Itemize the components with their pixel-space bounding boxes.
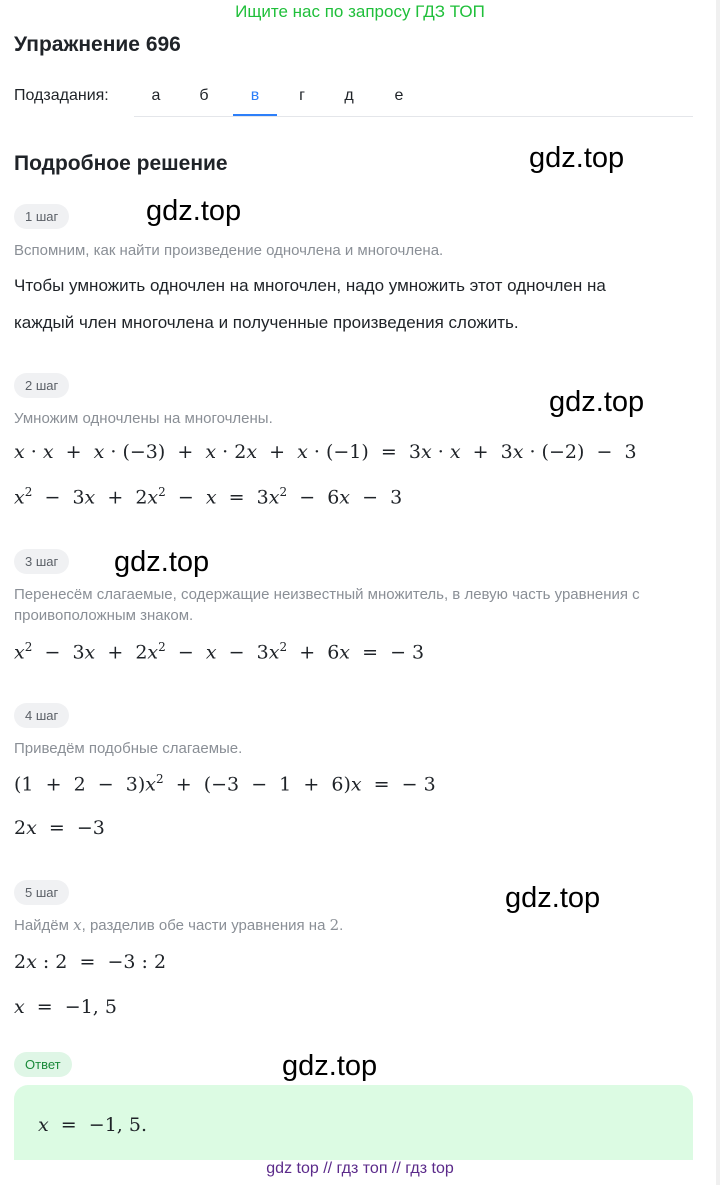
tab-d[interactable]: д <box>344 87 354 104</box>
watermark: gdz.top <box>505 882 601 914</box>
tab-a[interactable]: а <box>151 87 161 104</box>
subtasks-label: Подзадания: <box>14 87 109 104</box>
tab-g[interactable]: г <box>299 87 305 104</box>
hint-variable: x <box>73 916 82 934</box>
step-badge: 2 шаг <box>14 373 69 398</box>
watermark: gdz.top <box>114 546 210 578</box>
watermark: gdz.top <box>146 195 242 227</box>
hint-number: 2 <box>329 916 340 934</box>
answer-badge: Ответ <box>14 1052 72 1077</box>
equation: 2x = −3 <box>14 817 105 839</box>
equation: $x^2 - 3x + 2x^2 - x = 3x^2 - 6x - 3$ <box>14 485 403 509</box>
step-badge: 3 шаг <box>14 549 69 574</box>
watermark: gdz.top <box>529 142 625 174</box>
search-banner: Ищите нас по запросу ГДЗ ТОП <box>235 2 485 21</box>
hint-text: Найдём <box>14 917 74 934</box>
tab-e[interactable]: е <box>394 87 404 104</box>
step-hint: Приведём подобные слагаемые. <box>14 740 243 757</box>
hint-text: , разделив обе части уравнения на <box>81 917 330 934</box>
step-badge: 4 шаг <box>14 703 69 728</box>
step-badge: 5 шаг <box>14 880 69 905</box>
equation: x = −1, 5 <box>14 996 117 1018</box>
footer-links[interactable]: gdz top // гдз топ // гдз top <box>266 1160 454 1177</box>
equation: $(1 + 2 - 3)x^2 + (-3 - 1 + 6)x$ = − 3 <box>14 772 436 796</box>
equation: x · x + x · (−3) + x · 2x + x · (−1) = 3x · x + 3x · (−2) − 3 <box>14 441 637 463</box>
answer-box <box>14 1085 693 1160</box>
watermark: gdz.top <box>282 1050 378 1082</box>
equation: $x^2 - 3x + 2x^2 - x - 3x^2 + 6x$ = − 3 <box>14 640 425 664</box>
subtask-tabs <box>134 78 693 117</box>
watermark: gdz.top <box>549 386 645 418</box>
step-hint: Умножим одночлены на многочлены. <box>14 410 273 427</box>
rule-text: Чтобы умножить одночлен на многочлен, надо умножить этот одночлен на <box>14 276 606 295</box>
step-hint <box>14 915 714 936</box>
step-hint: Вспомним, как найти произведение одночлена и многочлена. <box>14 242 444 259</box>
step-badge: 1 шаг <box>14 204 69 229</box>
hint-text: . <box>339 917 344 934</box>
rule-text: каждый член многочлена и полученные произведения сложить. <box>14 313 519 332</box>
tab-b[interactable]: б <box>199 87 209 104</box>
section-title: Подробное решение <box>14 152 228 175</box>
step-hint: Перенесём слагаемые, содержащие неизвестный множитель, в левую часть уравнения с проивоположным знаком. <box>14 586 640 624</box>
equation: 2x : 2 = −3 : 2 <box>14 951 167 973</box>
page-title: Упражнение 696 <box>14 33 181 56</box>
scrollbar-track[interactable] <box>716 0 720 1185</box>
answer-equation: x = −1, 5. <box>38 1114 148 1136</box>
tab-v[interactable]: в <box>233 78 277 116</box>
